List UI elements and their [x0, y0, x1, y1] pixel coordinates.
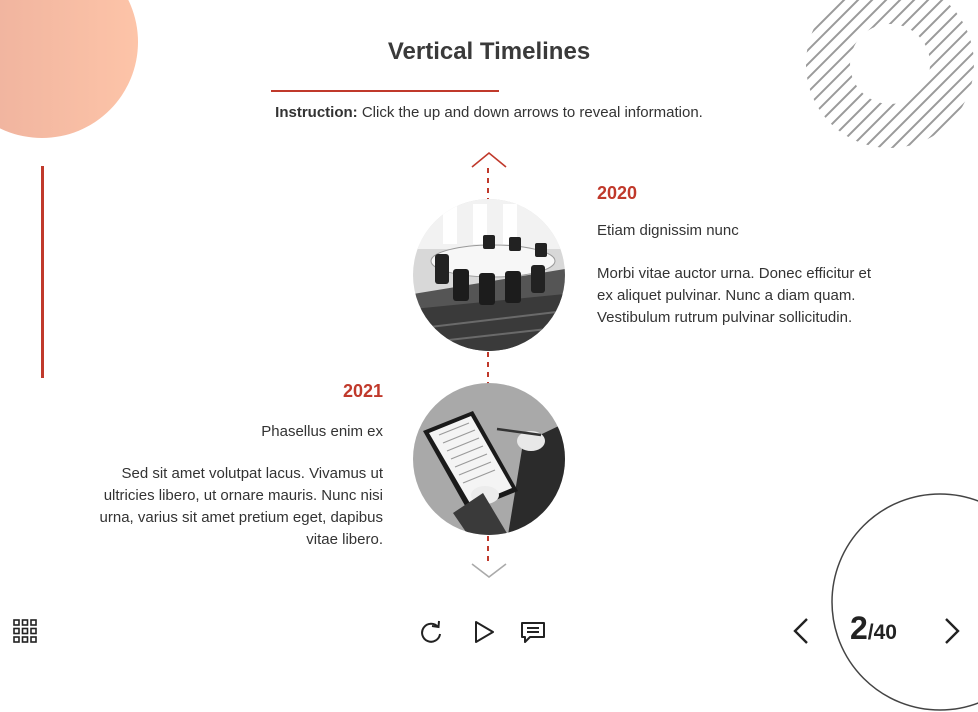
title-underline [271, 90, 499, 92]
timeline-dashed-line [487, 168, 489, 200]
instruction-label: Instruction: [275, 104, 358, 121]
page-title: Vertical Timelines [387, 38, 591, 65]
timeline-subtitle: Phasellus enim ex [261, 423, 383, 440]
timeline-year: 2020 [597, 183, 638, 203]
timeline-body: Sed sit amet volutpat lacus. Vivamus ut ultricies libero, ut ornare mauris. Nunc nisi urna, varius sit amet pretium eget, dapibus vitae libero. [99, 465, 383, 548]
timeline-down-arrow-button[interactable] [470, 560, 508, 580]
replay-icon[interactable] [419, 619, 443, 645]
page-counter [850, 610, 897, 647]
instruction-text [0, 104, 978, 121]
decorative-striped-ring [800, 0, 978, 154]
timeline-up-arrow-button[interactable] [470, 150, 508, 170]
instruction-body: Click the up and down arrows to reveal information. [357, 104, 703, 121]
meeting-room-photo [413, 199, 565, 351]
total-pages: /40 [867, 621, 897, 644]
captions-icon[interactable] [520, 619, 546, 645]
grid-icon[interactable] [13, 619, 37, 643]
timeline-subtitle: Etiam dignissim nunc [597, 222, 739, 239]
timeline-dashed-line [487, 352, 489, 384]
timeline-year: 2021 [342, 381, 383, 401]
current-page: 2 [850, 610, 868, 646]
document-signing-photo [413, 383, 565, 535]
chevron-right-icon[interactable] [940, 616, 964, 646]
decorative-outline-circle [830, 492, 978, 712]
decorative-accent-bar [41, 166, 44, 378]
timeline-body: Morbi vitae auctor urna. Donec efficitur et ex aliquet pulvinar. Nunc a diam quam. Vestibulum rutrum pulvinar sollicitudin. [597, 265, 872, 326]
play-icon[interactable] [472, 619, 496, 645]
chevron-left-icon[interactable] [789, 616, 813, 646]
